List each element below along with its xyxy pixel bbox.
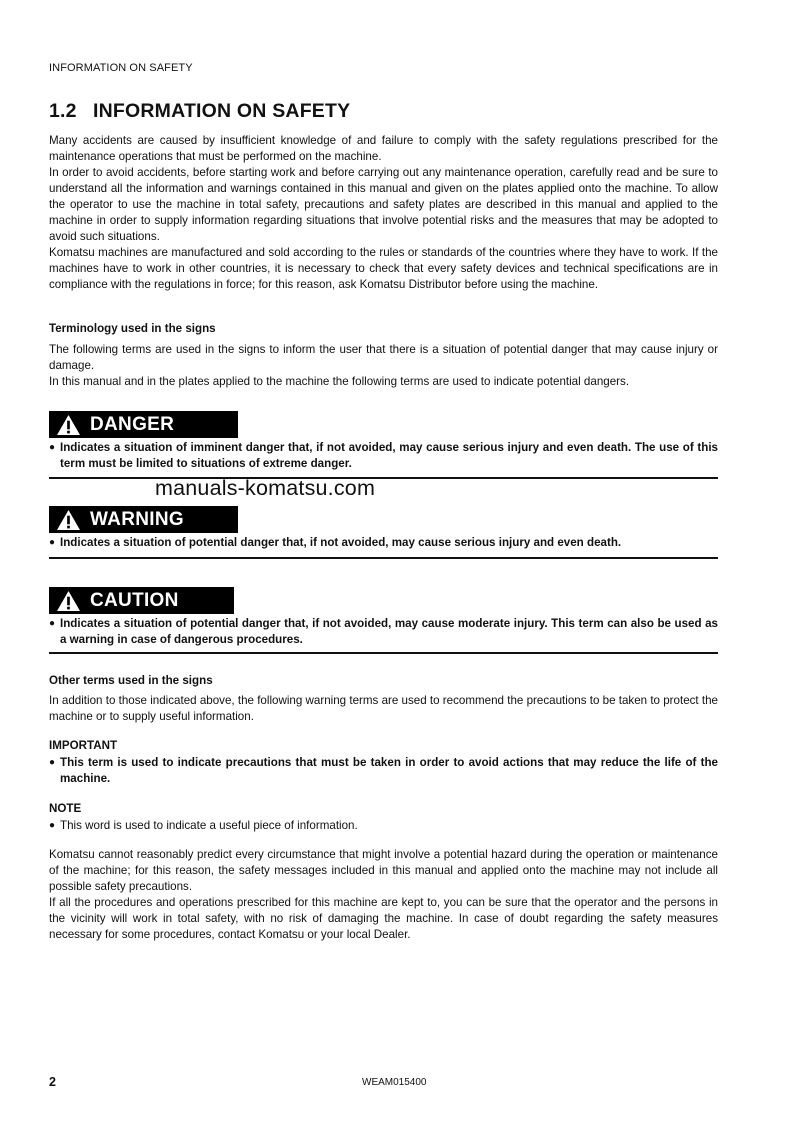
warning-description [49, 535, 718, 551]
caution-text: Indicates a situation of potential danger that, if not avoided, may cause moderate injury. This term can also be used as a warning in case of dangerous procedures. [60, 617, 718, 646]
warning-text: Indicates a situation of potential danger that, if not avoided, may cause serious injury and even death. [60, 536, 622, 549]
danger-rule [49, 477, 718, 479]
warning-triangle-icon [56, 509, 81, 531]
warning-triangle-icon [56, 590, 81, 612]
danger-description [49, 440, 718, 472]
caution-label-text: CAUTION [90, 589, 179, 611]
terminology-text [49, 342, 718, 390]
closing-paragraph: If all the procedures and operations prescribed for this machine are kept to, you can be sure that the operator and the persons in the vicinity will work in total safety, with no risk of damaging the machine. In case of doubt regarding the safety measures necessary for some procedures, contact Komatsu or your local Dealer. [49, 896, 718, 941]
bullet-dot: ● [49, 618, 56, 629]
other-terms-text [49, 693, 718, 725]
bullet-dot: ● [49, 537, 56, 548]
important-description [49, 755, 718, 787]
bullet-dot: ● [49, 442, 56, 453]
note-text: This word is used to indicate a useful piece of information. [60, 819, 358, 832]
running-head: INFORMATION ON SAFETY [49, 62, 193, 74]
important-heading: IMPORTANT [49, 739, 118, 752]
closing-paragraph: Komatsu cannot reasonably predict every circumstance that might involve a potential hazard during the operation or maintenance of the machine; for this reason, the safety messages included in this manual and applied onto the machine may not include all possible safety precautions. [49, 848, 718, 893]
other-terms-paragraph: In addition to those indicated above, the following warning terms are used to recommend the precautions to be taken to protect the machine or to supply useful information. [49, 694, 718, 723]
section-number: 1.2 [49, 100, 77, 122]
danger-text: Indicates a situation of imminent danger that, if not avoided, may cause serious injury and even death. The use of this term must be limited to situations of extreme danger. [60, 441, 718, 470]
warning-label-text: WARNING [90, 508, 184, 530]
intro-paragraph: Many accidents are caused by insufficient knowledge of and failure to comply with the safety regulations prescribed for the maintenance operations that must be performed on the machine. [49, 134, 718, 163]
section-title-text: INFORMATION ON SAFETY [93, 100, 351, 122]
terminology-line: The following terms are used in the signs to inform the user that there is a situation of potential danger that may cause injury or damage. [49, 343, 718, 372]
warning-rule [49, 557, 718, 559]
note-description [49, 818, 718, 834]
important-text: This term is used to indicate precautions that must be taken in order to avoid actions that may reduce the life of the machine. [60, 756, 718, 785]
danger-label-text: DANGER [90, 413, 175, 435]
caution-label [49, 587, 234, 614]
terminology-line: In this manual and in the plates applied to the machine the following terms are used to indicate potential dangers. [49, 375, 630, 388]
caution-rule [49, 652, 718, 654]
intro-text [49, 133, 718, 293]
warning-label [49, 506, 238, 533]
closing-text [49, 847, 718, 943]
caution-description [49, 616, 718, 648]
warning-triangle-icon [56, 414, 81, 436]
terminology-heading: Terminology used in the signs [49, 322, 216, 335]
section-title [49, 100, 350, 123]
danger-label [49, 411, 238, 438]
intro-paragraph: Komatsu machines are manufactured and sold according to the rules or standards of the countries where they have to work. If the machines have to work in other countries, it is necessary to check that every safety devices and technical specifications are in compliance with the regulations in force; for this reason, ask Komatsu Distributor before using the machine. [49, 246, 718, 291]
other-terms-heading: Other terms used in the signs [49, 674, 213, 687]
watermark-text: manuals-komatsu.com [155, 476, 376, 500]
document-code: WEAM015400 [362, 1077, 427, 1088]
note-heading: NOTE [49, 802, 82, 815]
bullet-dot: ● [49, 820, 56, 831]
page-number: 2 [49, 1075, 56, 1089]
bullet-dot: ● [49, 757, 56, 768]
intro-paragraph: In order to avoid accidents, before starting work and before carrying out any maintenance operation, carefully read and be sure to understand all the information and warnings contained in this manual and given on the plates applied onto the machine. To allow the operator to use the machine in total safety, precautions and safety plates are described in this manual and applied to the machine in order to supply information regarding situations that involve potential risks and the measures that may be adopted to avoid such situations. [49, 166, 718, 243]
